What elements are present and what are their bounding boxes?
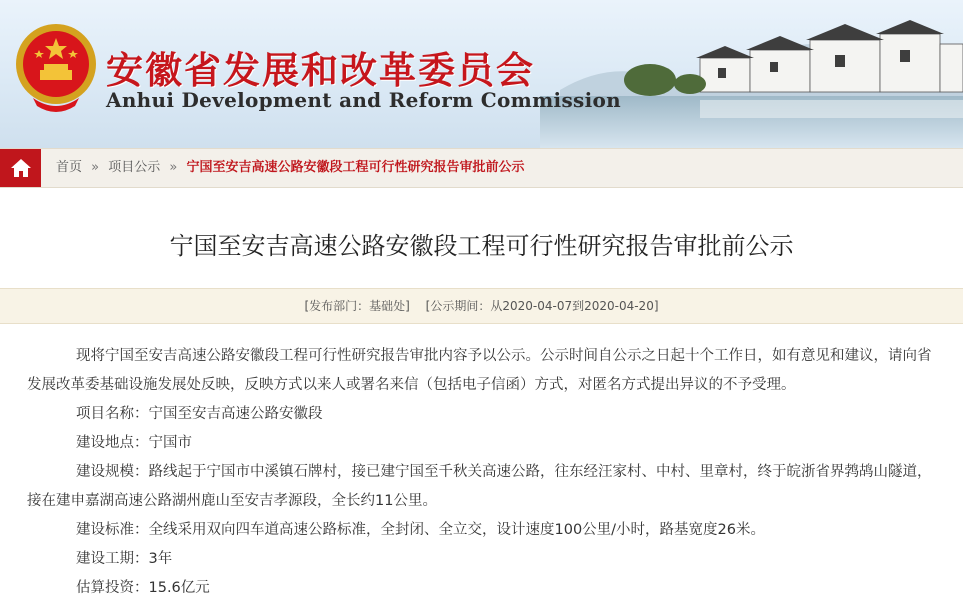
field-label: 建设规模： — [76, 464, 149, 480]
field-label: 建设标准： — [76, 522, 149, 538]
field-duration — [27, 545, 940, 574]
field-label: 估算投资： — [76, 580, 149, 596]
field-value: 宁国市 — [148, 435, 192, 451]
breadcrumb-separator: » — [91, 160, 100, 175]
field-label: 建设地点： — [76, 435, 149, 451]
home-button[interactable] — [0, 149, 41, 187]
breadcrumb-item-project-notice[interactable]: 项目公示 — [108, 160, 161, 175]
field-label: 项目名称： — [76, 406, 149, 422]
field-scale — [27, 458, 940, 516]
article-meta — [0, 288, 963, 324]
site-title-cn: 安徽省发展和改革委员会 — [106, 48, 535, 92]
home-icon — [10, 158, 32, 178]
field-investment — [27, 574, 940, 603]
field-value: 3年 — [148, 551, 173, 567]
field-value: 全线采用双向四车道高速公路标准，全封闭、全立交，设计速度100公里/小时，路基宽度26米。 — [148, 522, 766, 538]
field-label: 建设工期： — [76, 551, 149, 567]
field-standard — [27, 516, 940, 545]
breadcrumb-current[interactable]: 宁国至安吉高速公路安徽段工程可行性研究报告审批前公示 — [186, 160, 525, 175]
site-header — [0, 0, 963, 148]
article-body — [0, 324, 963, 603]
field-value: 宁国至安吉高速公路安徽段 — [148, 406, 323, 422]
page-title: 宁国至安吉高速公路安徽段工程可行性研究报告审批前公示 — [169, 232, 794, 260]
breadcrumb-item-home[interactable]: 首页 — [56, 160, 83, 175]
field-location — [27, 429, 940, 458]
breadcrumb — [0, 148, 963, 188]
breadcrumb-trail — [56, 149, 525, 187]
meta-department: [发布部门：基础处] — [304, 299, 410, 313]
meta-period: [公示期间：从2020-04-07到2020-04-20] — [425, 299, 659, 313]
site-title-en: Anhui Development and Reform Commission — [106, 88, 621, 112]
breadcrumb-separator: » — [169, 160, 178, 175]
field-value: 路线起于宁国市中溪镇石牌村，接已建宁国至千秋关高速公路，往东经汪家村、中村、里章村，终于皖浙省界鹁鸪山隧道，接在建申嘉湖高速公路湖州鹿山至安吉孝源段，全长约11公里。 — [27, 464, 932, 509]
article-intro: 现将宁国至安吉高速公路安徽段工程可行性研究报告审批内容予以公示。公示时间自公示之日起十个工作日，如有意见和建议，请向省发展改革委基础设施发展处反映，反映方式以来人或署名来信（包括电子信函）方式，对匿名方式提出异议的不予受理。 — [27, 348, 932, 393]
national-emblem-icon — [13, 20, 99, 116]
field-value: 15.6亿元 — [148, 580, 210, 596]
field-project-name — [27, 400, 940, 429]
